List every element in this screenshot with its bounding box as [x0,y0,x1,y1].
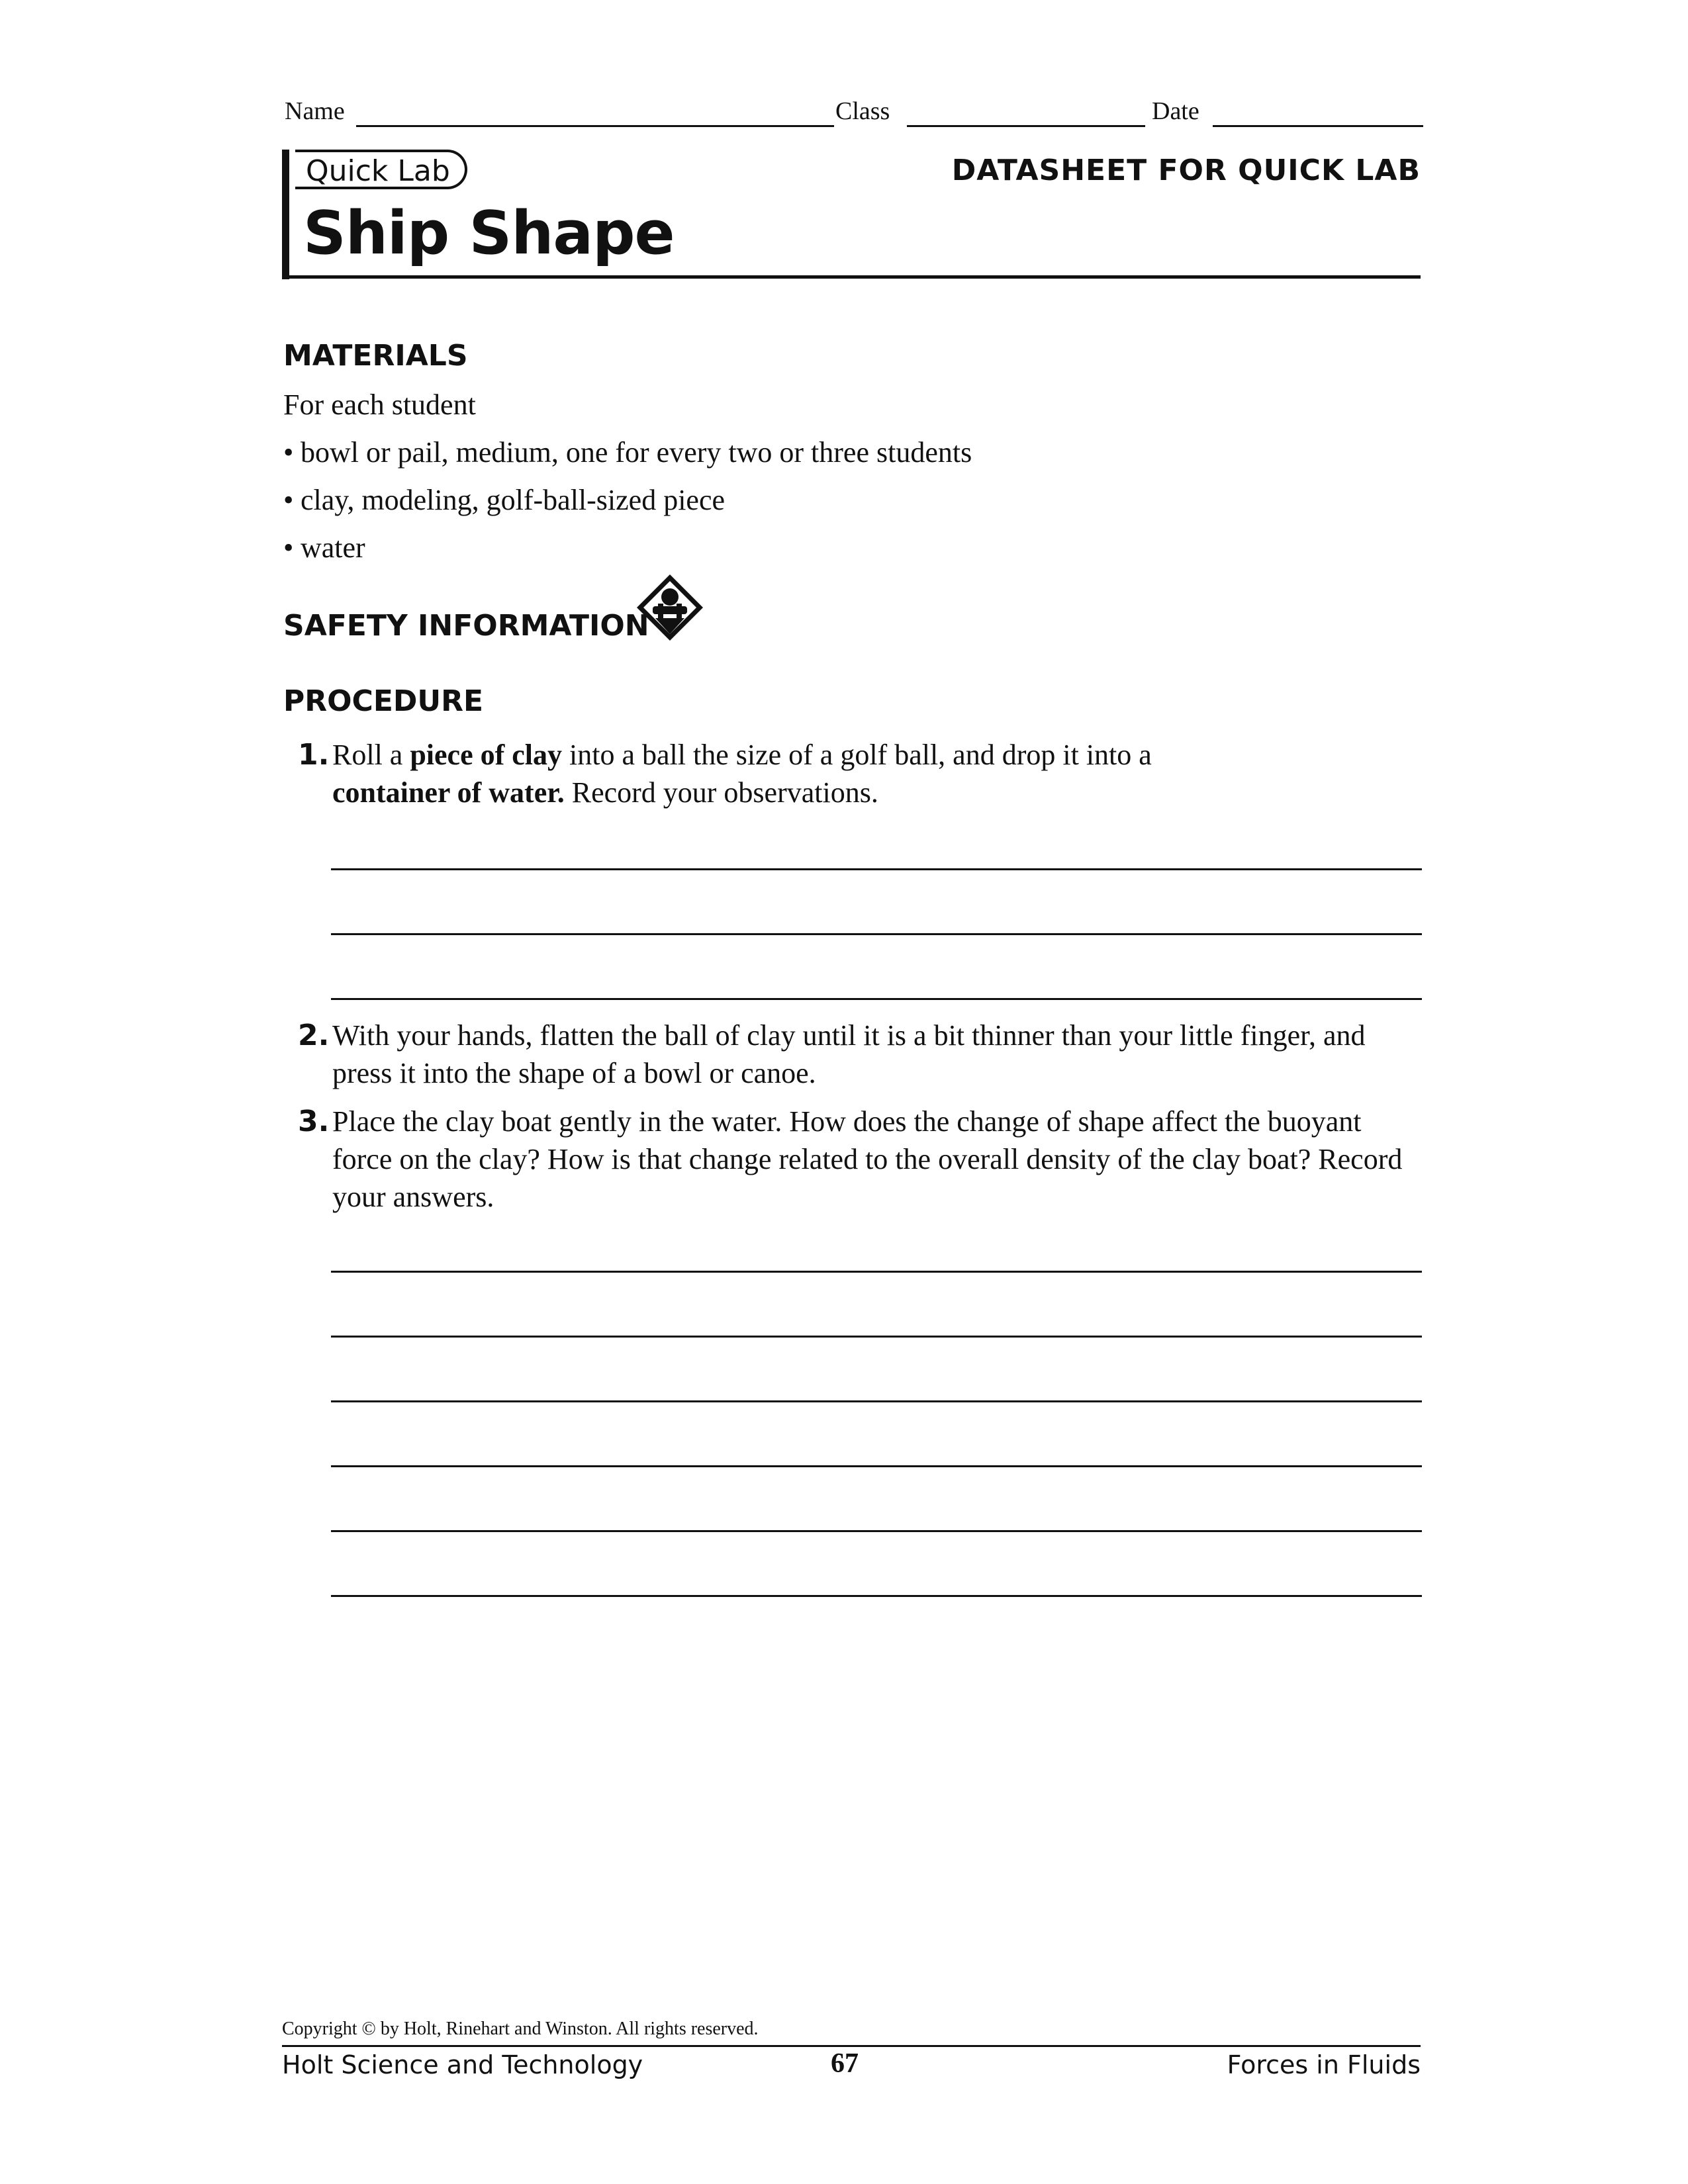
quick-lab-tag: Quick Lab [295,150,467,189]
class-field[interactable] [907,125,1145,127]
page-number: 67 [831,2048,859,2079]
copyright-notice: Copyright © by Holt, Rinehart and Winston. All rights reserved. [282,2019,759,2039]
header-fields [285,98,1423,131]
date-label: Date [1152,97,1199,125]
step-number: 1. [298,738,330,772]
step-number: 3. [298,1105,330,1138]
footer-book-title: Holt Science and Technology [282,2050,643,2079]
safety-heading: SAFETY INFORMATION [283,609,649,643]
answer-line[interactable] [331,1400,1422,1402]
class-label: Class [835,97,890,125]
answer-line[interactable] [331,1336,1422,1338]
step-text: Roll a piece of clay into a ball the size of a golf ball, and drop it into a container of water. Record your observations. [332,739,1152,809]
answer-line[interactable] [331,998,1422,1000]
hand-safety-icon [635,573,704,642]
answer-line[interactable] [331,868,1422,870]
answer-line[interactable] [331,1271,1422,1273]
answer-line[interactable] [331,1465,1422,1467]
materials-item: • bowl or pail, medium, one for every two or three students [283,436,972,469]
step-text: Place the clay boat gently in the water. How does the change of shape affect the buoyant force on the clay? How is that change related to the overall density of the clay boat? Record your answers. [332,1105,1403,1213]
step-number: 2. [298,1019,330,1052]
title-accent-bar [282,150,289,279]
answer-line[interactable] [331,933,1422,935]
name-label: Name [285,97,345,125]
footer-chapter: Forces in Fluids [1227,2050,1421,2079]
page-title: Ship Shape [303,199,675,268]
answer-line[interactable] [331,1530,1422,1532]
materials-item: • water [283,531,365,564]
materials-heading: MATERIALS [283,339,468,373]
datasheet-label: DATASHEET FOR QUICK LAB [951,154,1421,187]
title-divider [282,275,1421,279]
date-field[interactable] [1213,125,1423,127]
materials-intro: For each student [283,388,476,421]
procedure-heading: PROCEDURE [283,684,484,718]
step-text: With your hands, flatten the ball of clay until it is a bit thinner than your little finger, and press it into the shape of a bowl or canoe. [332,1019,1366,1089]
footer-divider [282,2045,1421,2047]
name-field[interactable] [356,125,834,127]
answer-line[interactable] [331,1595,1422,1597]
materials-item: • clay, modeling, golf-ball-sized piece [283,484,726,516]
